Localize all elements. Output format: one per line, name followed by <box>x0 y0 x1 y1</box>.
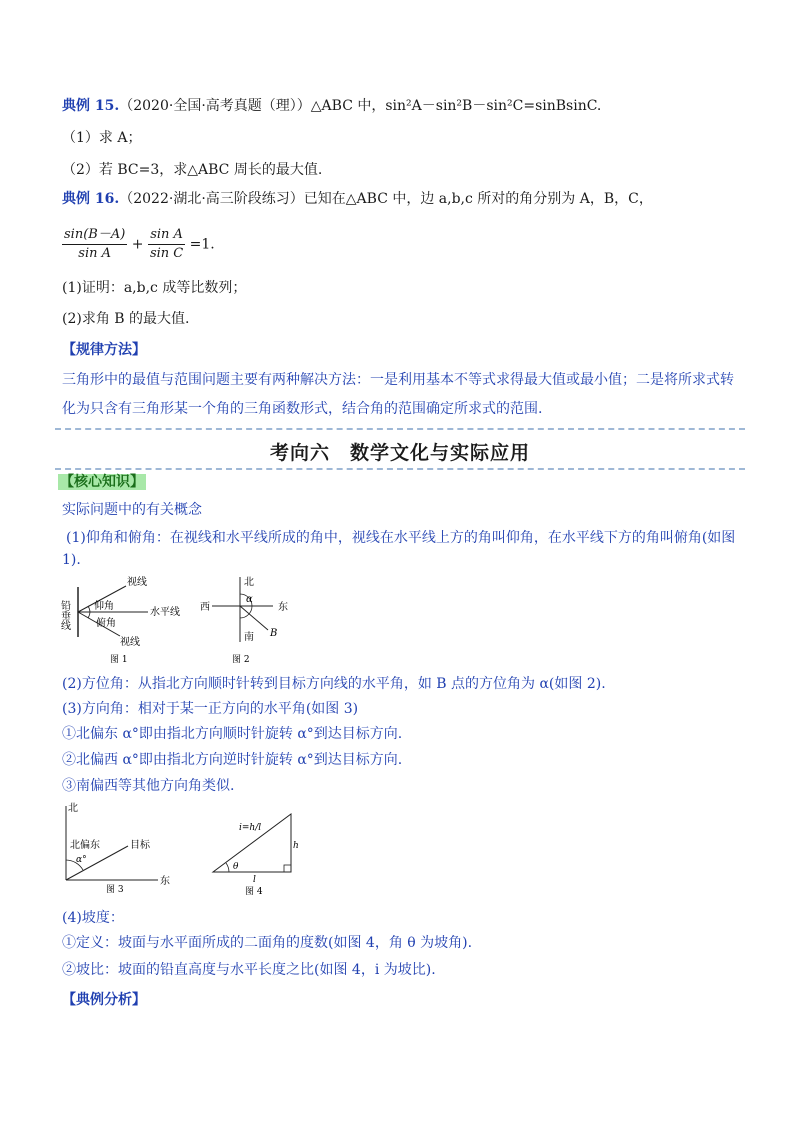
example-16-line <box>62 189 653 209</box>
example-16-q2: (2)求角 B 的最大值. <box>62 311 190 327</box>
para-3a: ①北偏东 α°即由指北方向顺时针旋转 α°到达目标方向. <box>62 726 403 742</box>
divider-top <box>55 428 745 430</box>
fraction-1 <box>62 226 127 263</box>
method-line-2: 化为只含有三角形某一个角的三角函数形式，结合角的范围确定所求式的范围. <box>62 401 543 417</box>
example-16-source: （2022·湖北·高三阶段练习） <box>119 191 304 207</box>
fig3-east: 东 <box>160 876 170 887</box>
example-16-text: 已知在△ABC 中，边 a,b,c 所对的角分别为 A，B，C， <box>303 191 653 207</box>
divider-bottom <box>55 468 745 470</box>
para-1b: 1). <box>62 552 81 568</box>
para-3b: ②北偏西 α°即由指北方向逆时针旋转 α°到达目标方向. <box>62 752 403 768</box>
fig1-depression: 俯角 <box>96 618 116 629</box>
para-3c: ③南偏西等其他方向角类似. <box>62 778 235 794</box>
example-15-source: （2020·全国·高考真题（理）） <box>119 98 311 114</box>
fraction-1-denominator: sin A <box>78 246 112 261</box>
fig2-alpha: α <box>246 594 253 605</box>
fig3-alpha: α° <box>76 855 87 865</box>
para-4: (4)坡度： <box>62 910 124 926</box>
para-1a: (1)仰角和俯角：在视线和水平线所成的角中，视线在水平线上方的角叫仰角，在水平线下方的角叫俯角(如图 <box>66 530 736 546</box>
example-16-label: 典例 16. <box>62 191 120 207</box>
figure-4-slope <box>205 808 305 898</box>
figure-1-elevation-depression <box>60 572 200 667</box>
core-knowledge-badge: 【核心知识】 <box>60 474 144 490</box>
figure-3-direction <box>58 798 178 893</box>
example-15-q2: （2）若 BC=3，求△ABC 周长的最大值. <box>62 162 323 178</box>
fig2-north: 北 <box>244 577 254 588</box>
fig2-east: 东 <box>278 602 288 613</box>
figure-2-azimuth <box>198 572 303 667</box>
fig3-label: 北偏东 <box>70 840 100 851</box>
fig2-west: 西 <box>200 602 210 613</box>
fig1-caption: 图 1 <box>110 655 128 665</box>
section-title: 考向六 数学文化与实际应用 <box>269 442 530 464</box>
fig3-north: 北 <box>68 803 78 814</box>
example-16-q1: (1)证明：a,b,c 成等比数列； <box>62 280 247 296</box>
method-heading: 【规律方法】 <box>62 342 146 358</box>
method-line-1: 三角形中的最值与范围问题主要有两种解决方法：一是利用基本不等式求得最大值或最小值；二是将所求式转 <box>62 372 734 388</box>
fig4-height: h <box>293 841 299 851</box>
example-15-q1: （1）求 A； <box>62 130 142 146</box>
analysis-heading: 【典例分析】 <box>62 992 146 1008</box>
fraction-2-numerator: sin A <box>148 226 185 245</box>
para-4b: ②坡比：坡面的铅直高度与水平长度之比(如图 4，i 为坡比). <box>62 962 436 978</box>
fig3-caption: 图 3 <box>106 885 124 895</box>
para-4a: ①定义：坡面与水平面所成的二面角的度数(如图 4，角 θ 为坡角). <box>62 935 473 951</box>
fig2-south: 南 <box>244 632 254 643</box>
example-15-text: △ABC 中，sin²A－sin²B－sin²C=sinBsinC. <box>310 98 602 114</box>
fraction-2 <box>148 226 185 263</box>
equation-tail: =1. <box>189 236 215 253</box>
fig1-sight-down: 视线 <box>120 637 140 648</box>
fig2-caption: 图 2 <box>232 655 250 665</box>
para-3: (3)方向角：相对于某一正方向的水平角(如图 3) <box>62 701 359 717</box>
fig4-theta: θ <box>233 862 239 872</box>
fig4-length: l <box>253 875 256 885</box>
fig1-elevation: 仰角 <box>94 601 114 612</box>
fig4-ratio: i=h/l <box>239 823 262 833</box>
fig4-caption: 图 4 <box>245 887 263 897</box>
para-2: (2)方位角：从指北方向顺时针转到目标方向线的水平角，如 B 点的方位角为 α(如图 2). <box>62 676 606 692</box>
fig3-target: 目标 <box>130 840 150 851</box>
fraction-1-numerator: sin(B－A) <box>62 226 127 245</box>
example-15-label: 典例 15. <box>62 98 120 114</box>
example-15-line <box>62 96 601 116</box>
fig1-plumb-label: 铅垂线 <box>58 600 70 630</box>
fig1-horizontal: 水平线 <box>150 607 180 618</box>
fraction-2-denominator: sin C <box>149 246 184 261</box>
example-16-equation: $\frac{\sin(B-A)}{\text{sin A}}$ + $\frac{\text{sin A}}{\text{sin C}}$ =1. <box>64 227 215 261</box>
concepts-heading: 实际问题中的有关概念 <box>62 502 202 518</box>
core-knowledge-label <box>58 472 146 492</box>
fig2-point-b: B <box>270 628 278 639</box>
fig1-sight-up: 视线 <box>127 577 147 588</box>
